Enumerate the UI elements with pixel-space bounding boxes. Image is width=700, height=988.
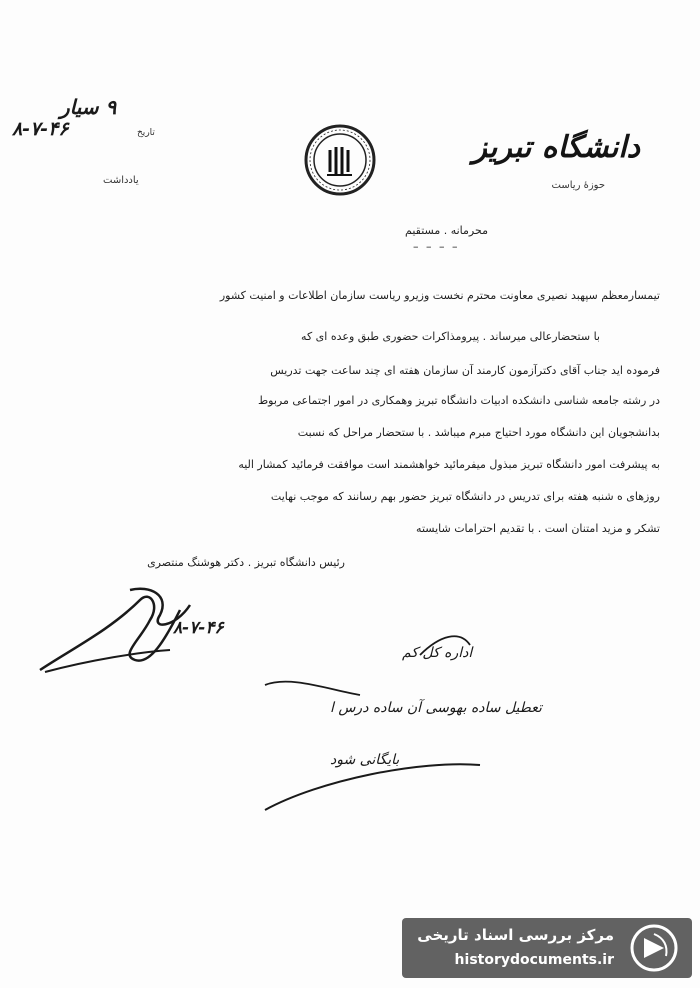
body-line-5: به پیشرفت امور دانشگاه تبریز مبذول میفرمائید خواهشمند است موافقت فرمائید کمشار الیه — [238, 458, 660, 471]
handwritten-date-note: ۹ سیار — [60, 95, 117, 119]
handwritten-note-2: تعطیل ساده بهوسی آن ساده درس ا — [330, 700, 542, 716]
body-line-7: تشکر و مزید امتنان است . با تقدیم احترامات شایسته — [416, 522, 660, 535]
classification-underline: – – – – — [413, 240, 460, 253]
handwritten-note-3: بایگانی شود — [330, 752, 400, 768]
body-line-2: فرموده اید جناب آقای دکترآزمون کارمند آن سازمان هفته ای چند ساعت جهت تدریس — [270, 364, 660, 377]
archive-logo-icon — [630, 924, 678, 972]
addressee-line: تیمسارمعظم سپهبد نصیری معاونت محترم نخست وزیرو ریاست سازمان اطلاعات و امنیت کشور — [219, 289, 660, 302]
body-line-1: با ستحضارعالی میرساند . پیرومذاکرات حضوری طبق وعده ای که — [301, 330, 600, 343]
body-line-3: در رشته جامعه شناسی دانشکده ادبیات دانشگاه تبریز وهمکاری در امور اجتماعی مربوط — [258, 394, 660, 407]
body-line-6: روزهای ه شنبه هفته برای تدریس در دانشگاه تبریز حضور بهم رسانند که موجب نهایت — [270, 490, 660, 503]
university-emblem-icon — [300, 120, 380, 200]
classification-label: محرمانه . مستقیم — [405, 224, 488, 237]
watermark-title: مرکز بررسی اسناد تاریخی — [417, 926, 614, 944]
watermark — [402, 918, 692, 978]
department-line: حوزهٔ ریاست — [551, 180, 605, 191]
date-label: تاریخ — [137, 128, 155, 138]
university-name: دانشگاه تبریز — [472, 130, 640, 165]
memo-label: یادداشت — [103, 175, 139, 186]
handwritten-date: ۸-۷-۴۶ — [173, 618, 224, 638]
watermark-url: historydocuments.ir — [454, 952, 614, 968]
body-line-4: بدانشجویان این دانشگاه مورد احتیاج مبرم میباشد . با ستحضار مراحل که نسبت — [297, 426, 660, 439]
signature-line: رئیس دانشگاه تبریز . دکتر هوشنگ منتصری — [147, 556, 345, 569]
handwritten-note-1: اداره کل کم — [402, 645, 473, 661]
date-value: ۸-۷-۴۶ — [12, 118, 69, 140]
